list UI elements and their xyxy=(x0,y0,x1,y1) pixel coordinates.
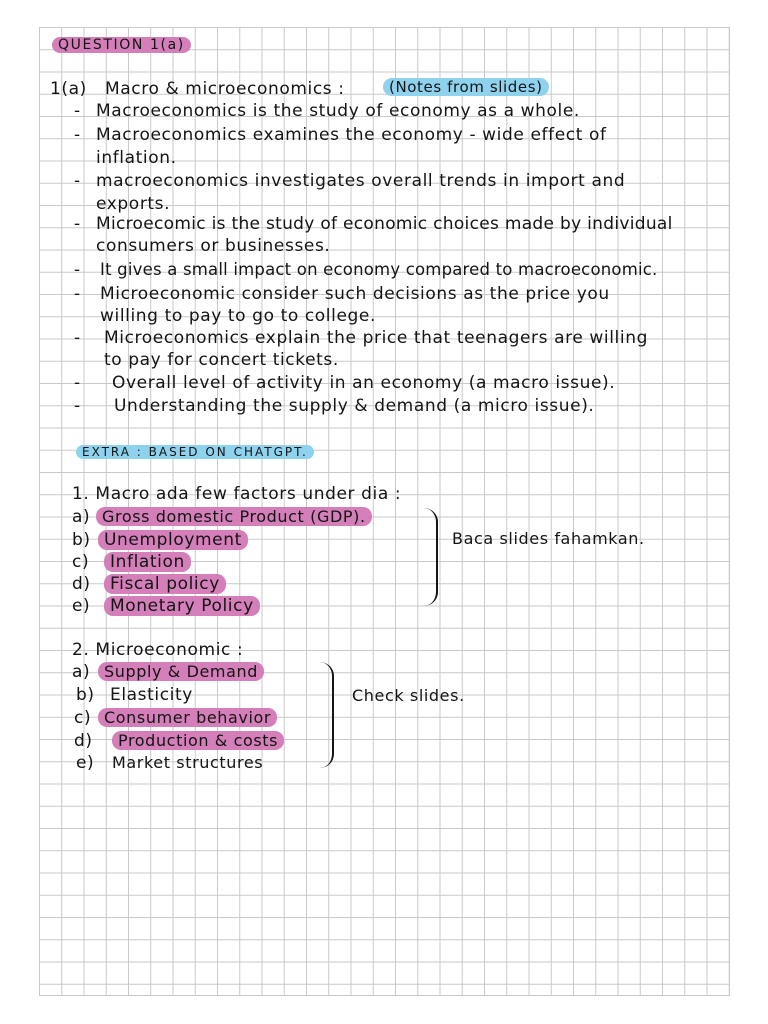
extra-label: EXTRA : BASED ON CHATGPT. xyxy=(76,442,314,462)
section-number: 1(a) xyxy=(50,79,87,99)
list-letter: a) xyxy=(72,662,91,682)
list-letter: e) xyxy=(76,753,95,773)
dash: - xyxy=(74,214,81,234)
micro-note: Check slides. xyxy=(352,686,465,705)
macro-item: Monetary Policy xyxy=(104,596,260,616)
micro-item: Elasticity xyxy=(110,685,193,705)
bullet-line: Macroeconomics is the study of economy as a whole. xyxy=(96,101,580,121)
dash: - xyxy=(74,171,81,191)
list-letter: a) xyxy=(72,507,91,527)
list-letter: c) xyxy=(74,708,92,728)
bullet-line: Microeconomics explain the price that teenagers are willing xyxy=(104,328,648,348)
list-letter: e) xyxy=(72,596,91,616)
dash: - xyxy=(74,284,81,304)
bullet-line: macroeconomics investigates overall trends in import and xyxy=(96,171,626,191)
slides-note: (Notes from slides) xyxy=(383,77,549,97)
bullet-line: willing to pay to go to college. xyxy=(100,306,376,326)
dash: - xyxy=(74,101,81,121)
dash: - xyxy=(74,328,81,348)
micro-intro: 2. Microeconomic : xyxy=(72,640,244,660)
bullet-line: inflation. xyxy=(96,148,177,168)
macro-note: Baca slides fahamkan. xyxy=(452,529,645,548)
bullet-line: Understanding the supply & demand (a micro issue). xyxy=(114,396,595,416)
bullet-line: Microeconomic consider such decisions as the price you xyxy=(100,284,610,304)
list-letter: c) xyxy=(72,552,90,572)
curly-bracket xyxy=(318,662,334,768)
bullet-line: Microecomic is the study of economic choices made by individual xyxy=(96,214,673,234)
macro-item: Gross domestic Product (GDP). xyxy=(96,507,372,527)
question-title: QUESTION 1(a) xyxy=(52,35,191,55)
micro-item: Production & costs xyxy=(112,731,284,751)
list-letter: d) xyxy=(74,731,93,751)
macro-intro: 1. Macro ada few factors under dia : xyxy=(72,484,402,504)
dash: - xyxy=(74,125,81,145)
curly-bracket xyxy=(422,508,438,606)
macro-item: Fiscal policy xyxy=(104,574,226,594)
micro-item: Market structures xyxy=(112,753,264,772)
bullet-line: consumers or businesses. xyxy=(96,236,331,256)
list-letter: b) xyxy=(72,530,91,550)
macro-item: Inflation xyxy=(104,552,191,572)
macro-item: Unemployment xyxy=(98,530,248,550)
bullet-line: Macroeconomics examines the economy - wide effect of xyxy=(96,125,607,145)
list-letter: b) xyxy=(76,685,95,705)
bullet-line: It gives a small impact on economy compared to macroeconomic. xyxy=(100,260,658,279)
micro-item: Consumer behavior xyxy=(98,708,277,728)
bullet-line: exports. xyxy=(96,194,171,214)
bullet-line: Overall level of activity in an economy (a macro issue). xyxy=(112,373,616,393)
list-letter: d) xyxy=(72,574,91,594)
micro-item: Supply & Demand xyxy=(98,662,264,682)
dash: - xyxy=(74,373,81,393)
bullet-line: to pay for concert tickets. xyxy=(104,350,339,370)
section-heading: Macro & microeconomics : xyxy=(105,79,345,99)
dash: - xyxy=(74,396,81,416)
dash: - xyxy=(74,260,81,280)
